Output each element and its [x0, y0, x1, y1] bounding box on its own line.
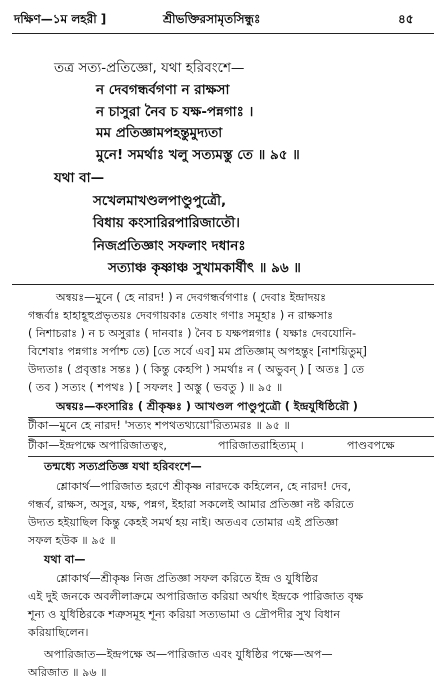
rule — [28, 417, 434, 418]
final-note: অপারিজাত—ইন্দ্রপক্ষে অ—পারিজাত এবং যুধিষ্ঠির পক্ষে—অপ— — [44, 648, 333, 661]
shlokartha-line: গন্ধর্ব, রাক্ষস, অসুর, যক্ষ, পন্নগ, ইহারা সকলেই আমার প্রতিজ্ঞা নষ্ট করিতে — [28, 498, 354, 511]
verse-intro: তত্র সত্য-প্রতিজ্ঞো, যথা হরিবংশে— — [54, 60, 245, 76]
verse-line: মুনে! সমর্থাঃ খলু সত্যমস্তু তে ॥ ৯৫ ॥ — [96, 147, 300, 163]
verse-line: ন চাসুরা নৈব চ যক্ষ-পন্নগাঃ । — [96, 104, 254, 120]
yatha-va: যথা বা— — [44, 553, 86, 566]
tika-96-mid: পারিজাতরাহিত্যম্ । — [218, 439, 304, 452]
anvaya-line: উদ্যতাঃ ( প্রবৃত্তাঃ সন্তঃ ) ( কিন্তু কেহপি ) সমর্থাঃ ন ( অভুবন্ ) [ অতঃ ] তে — [28, 363, 365, 376]
rule — [28, 436, 434, 437]
verse-line: সখেলমাখণ্ডলপাণ্ডুপুত্রৌ, — [93, 193, 227, 209]
header-rule — [12, 33, 434, 34]
verse-line: মম প্রতিজ্ঞামপহন্তুমুদ্যতা — [96, 125, 223, 141]
verse-line: ন দেবগন্ধর্বগণা ন রাক্ষসা — [96, 82, 230, 98]
verse-line: নিজপ্রতিজ্ঞাং সফলাং দধানঃ — [93, 238, 246, 254]
final-note: অরিজাত ॥ ৯৬ ॥ — [28, 666, 107, 679]
tika-96-left: টীকা—ইন্দ্রপক্ষে অপারিজাতত্বং, — [28, 439, 167, 452]
anvaya-line: অন্বয়ঃ—মুনে ( হে নারদ! ) ন দেবগন্ধর্বগণাঃ ( দেবাঃ ইন্দ্রাদয়ঃ — [56, 291, 327, 304]
anvaya-line: বিশেষাঃ পন্নগাঃ সর্পাশ্চ তে) [তে সর্বে এব] মম প্রতিজ্ঞাম্ অপহন্তুং [নাশয়িতুম্] — [28, 345, 367, 358]
anvaya-line: ( নিশাচরাঃ ) ন চ অসুরাঃ ( দানবাঃ ) নৈব চ যক্ষপন্নগাঃ ( যক্ষাঃ দেবযোনি- — [28, 327, 357, 340]
rule — [28, 456, 434, 457]
shlokartha-line: শ্লোকার্থ—পারিজাত হরণে শ্রীকৃষ্ণ নারদকে কহিলেন, হে নারদ! দেব, — [56, 480, 352, 493]
header-chapter: দক্ষিণ—১ম লহরী ] — [14, 12, 107, 26]
shlokartha-line: শ্লোকার্থ—শ্রীকৃষ্ণ নিজ প্রতিজ্ঞা সফল করিতে ইন্দ্র ও যুধিষ্ঠির — [56, 572, 319, 585]
section-rule — [12, 284, 434, 285]
shlokartha-line: শূন্য ও যুধিষ্ঠিরকে শত্রুসমূহ শূন্য করিয়া সত্যভামা ও দ্রৌপদীর সুখ বিধান — [28, 608, 341, 621]
anvaya-line: গন্ধর্বাঃ হাহাহূহুপ্রভৃতয়ঃ দেবগায়কাঃ তেষাং গণাঃ সমূহাঃ ) ন রাক্ষসাঃ — [28, 309, 334, 322]
shlokartha-line: করিয়াছিলেন। — [28, 626, 89, 639]
verse-line: সত্যাঞ্চ কৃষ্ণাঞ্চ সুখামকার্ষীৎ ॥ ৯৬ ॥ — [108, 260, 301, 276]
anvaya-line: ( তব ) সত্যং ( শপথঃ ) [ সফলং ] অস্তু ( ভবতু ) ॥ ৯৫ ॥ — [28, 381, 283, 394]
verse-line: বিধায় কংসারিরপারিজাতৌ। — [93, 215, 240, 231]
tika-96-right: পাণ্ডবপক্ষে — [347, 439, 395, 452]
shlokartha-line: সফল হউক ॥ ৯৫ ॥ — [28, 534, 116, 547]
header-title: শ্রীভক্তিরসামৃতসিন্ধুঃ — [163, 12, 261, 26]
verse-intro-2: যথা বা— — [54, 170, 105, 186]
tanmadhye-heading: তন্মধ্যে সত্যপ্রতিজ্ঞ যথা হরিবংশে— — [44, 460, 202, 473]
shlokartha-line: এই দুই জনকে অবলীলাক্রমে অপারিজাত করিয়া অর্থাৎ ইন্দ্রকে পারিজাত বৃক্ষ — [28, 590, 364, 603]
shlokartha-line: উদ্যত হইয়াছিল কিন্তু কেহই সমর্থ হয় নাই। অতএব তোমার এই প্রতিজ্ঞা — [28, 516, 339, 529]
anvaya-96: অন্বয়ঃ—কংসারিঃ ( শ্রীকৃষ্ণঃ ) আখণ্ডল পাণ্ডুপুত্রৌ ( ইন্দ্রযুধিষ্ঠিরৌ ) — [56, 400, 358, 413]
tika-95: টীকা—মুনে হে নারদ! 'সত্যং শপথতথ্যয়ো'রিত্যমরঃ ॥ ৯৫ ॥ — [28, 419, 290, 432]
page-number: ৪৫ — [398, 12, 414, 26]
